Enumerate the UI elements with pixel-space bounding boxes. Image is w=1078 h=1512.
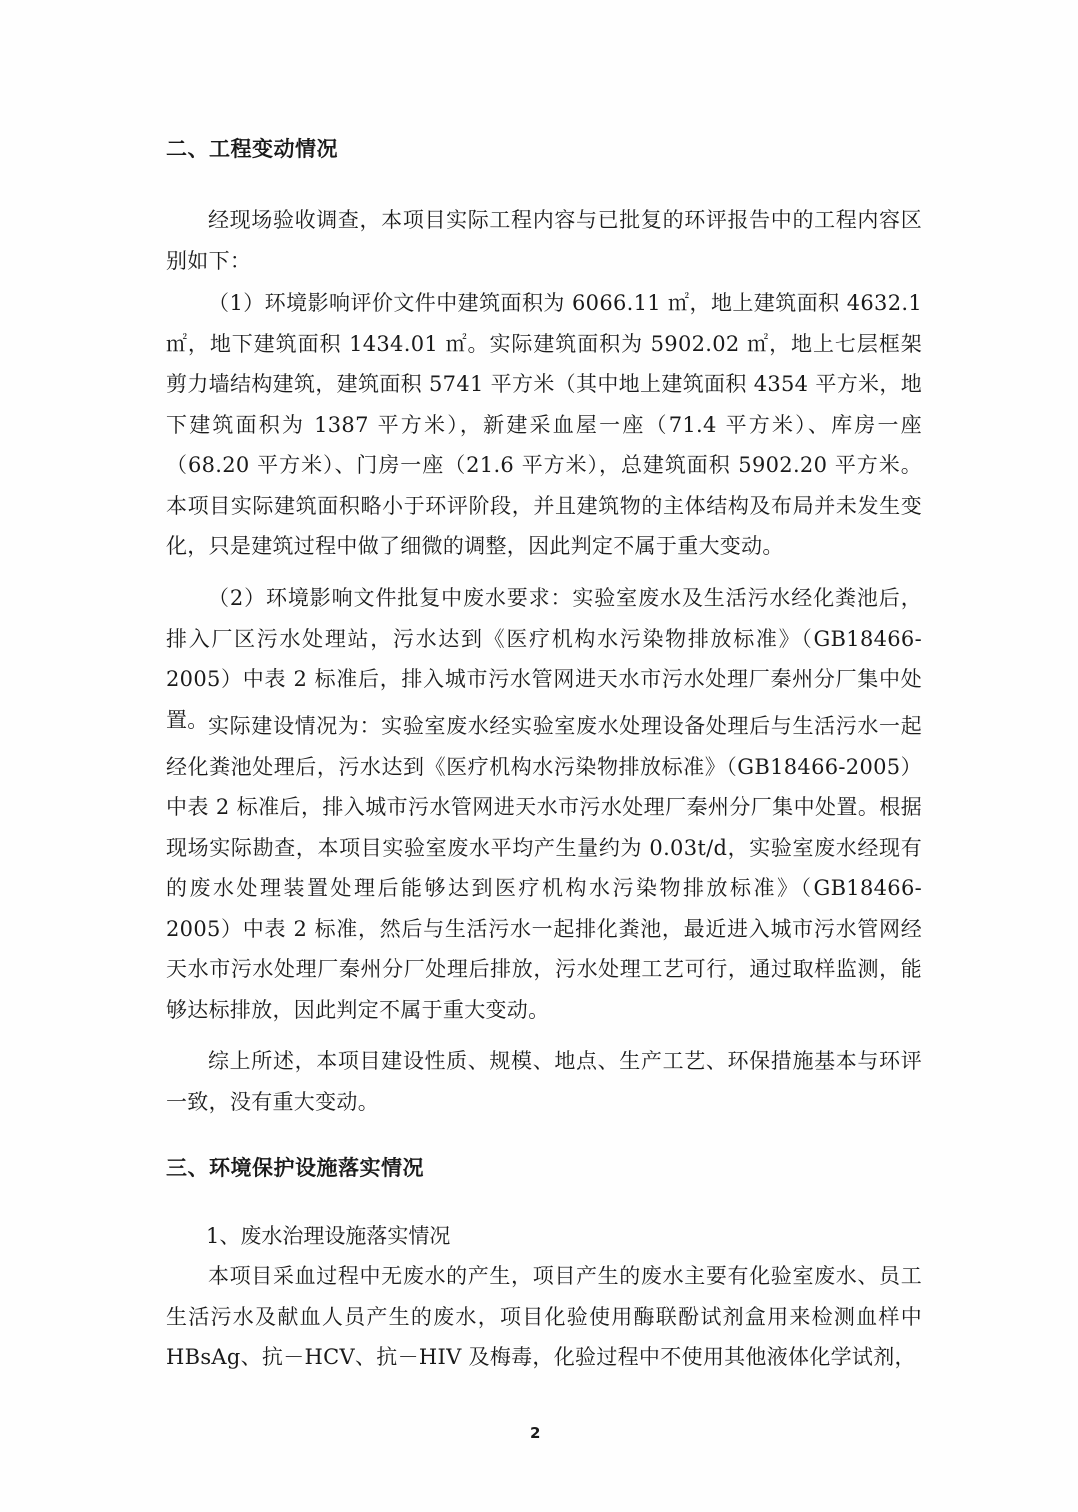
section-2-intro: 经现场验收调查，本项目实际工程内容与已批复的环评报告中的工程内容区别如下： [166,208,922,273]
section-3-paragraph-1: 本项目采血过程中无废水的产生，项目产生的废水主要有化验室废水、员工生活污水及献血人员产生的废水，项目化验使用酶联酚试剂盒用来检测血样中 HBsAg、抗－HCV、抗－HIV 及梅毒，化验过程中不使用其他液体化学试剂， [166,1264,922,1369]
page-number: 2 [530,1424,541,1442]
section-2-summary: 综上所述，本项目建设性质、规模、地点、生产工艺、环保措施基本与环评一致，没有重大变动。 [166,1049,922,1114]
section-2-item-2: （2）环境影响文件批复中废水要求：实验室废水及生活污水经化粪池后，排入厂区污水处理站，污水达到《医疗机构水污染物排放标准》（GB18466-2005）中表 2 标准后，排入城市污水管网进天水市污水处理厂秦州分厂集中处置。 [166,586,922,732]
section-2-actual-construction: 实际建设情况为：实验室废水经实验室废水处理设备处理后与生活污水一起经化粪池处理后，污水达到《医疗机构水污染物排放标准》（GB18466-2005）中表 2 标准后，排入城市污水管网进天水市污水处理厂秦州分厂集中处置。根据现场实际勘查，本项目实验室废水平均产生量约为 0.03t/d，实验室废水经现有的废水处理装置处理后能够达到医疗机构水污染物排放标准》（GB18466-2005）中表 2 标准，然后与生活污水一起排化粪池，最近进入城市污水管网经天水市污水处理厂秦州分厂处理后排放，污水处理工艺可行，通过取样监测，能够达标排放，因此判定不属于重大变动。 [166,714,922,1022]
section-3-subheading-1: 1、废水治理设施落实情况 [206,1224,451,1248]
section-2-item-1: （1）环境影响评价文件中建筑面积为 6066.11 ㎡，地上建筑面积 4632.1 ㎡，地下建筑面积 1434.01 ㎡。实际建筑面积为 5902.02 ㎡，地上七层框架剪力墙结构建筑，建筑面积 5741 平方米（其中地上建筑面积 4354 平方米，地下建筑面积为 1387 平方米），新建采血屋一座（71.4 平方米）、库房一座（68.20 平方米）、门房一座（21.6 平方米），总建筑面积 5902.20 平方米。本项目实际建筑面积略小于环评阶段，并且建筑物的主体结构及布局并未发生变化，只是建筑过程中做了细微的调整，因此判定不属于重大变动。 [166,291,922,558]
section-3-heading: 三、环境保护设施落实情况 [166,1155,424,1180]
section-2-heading: 二、工程变动情况 [166,136,338,161]
